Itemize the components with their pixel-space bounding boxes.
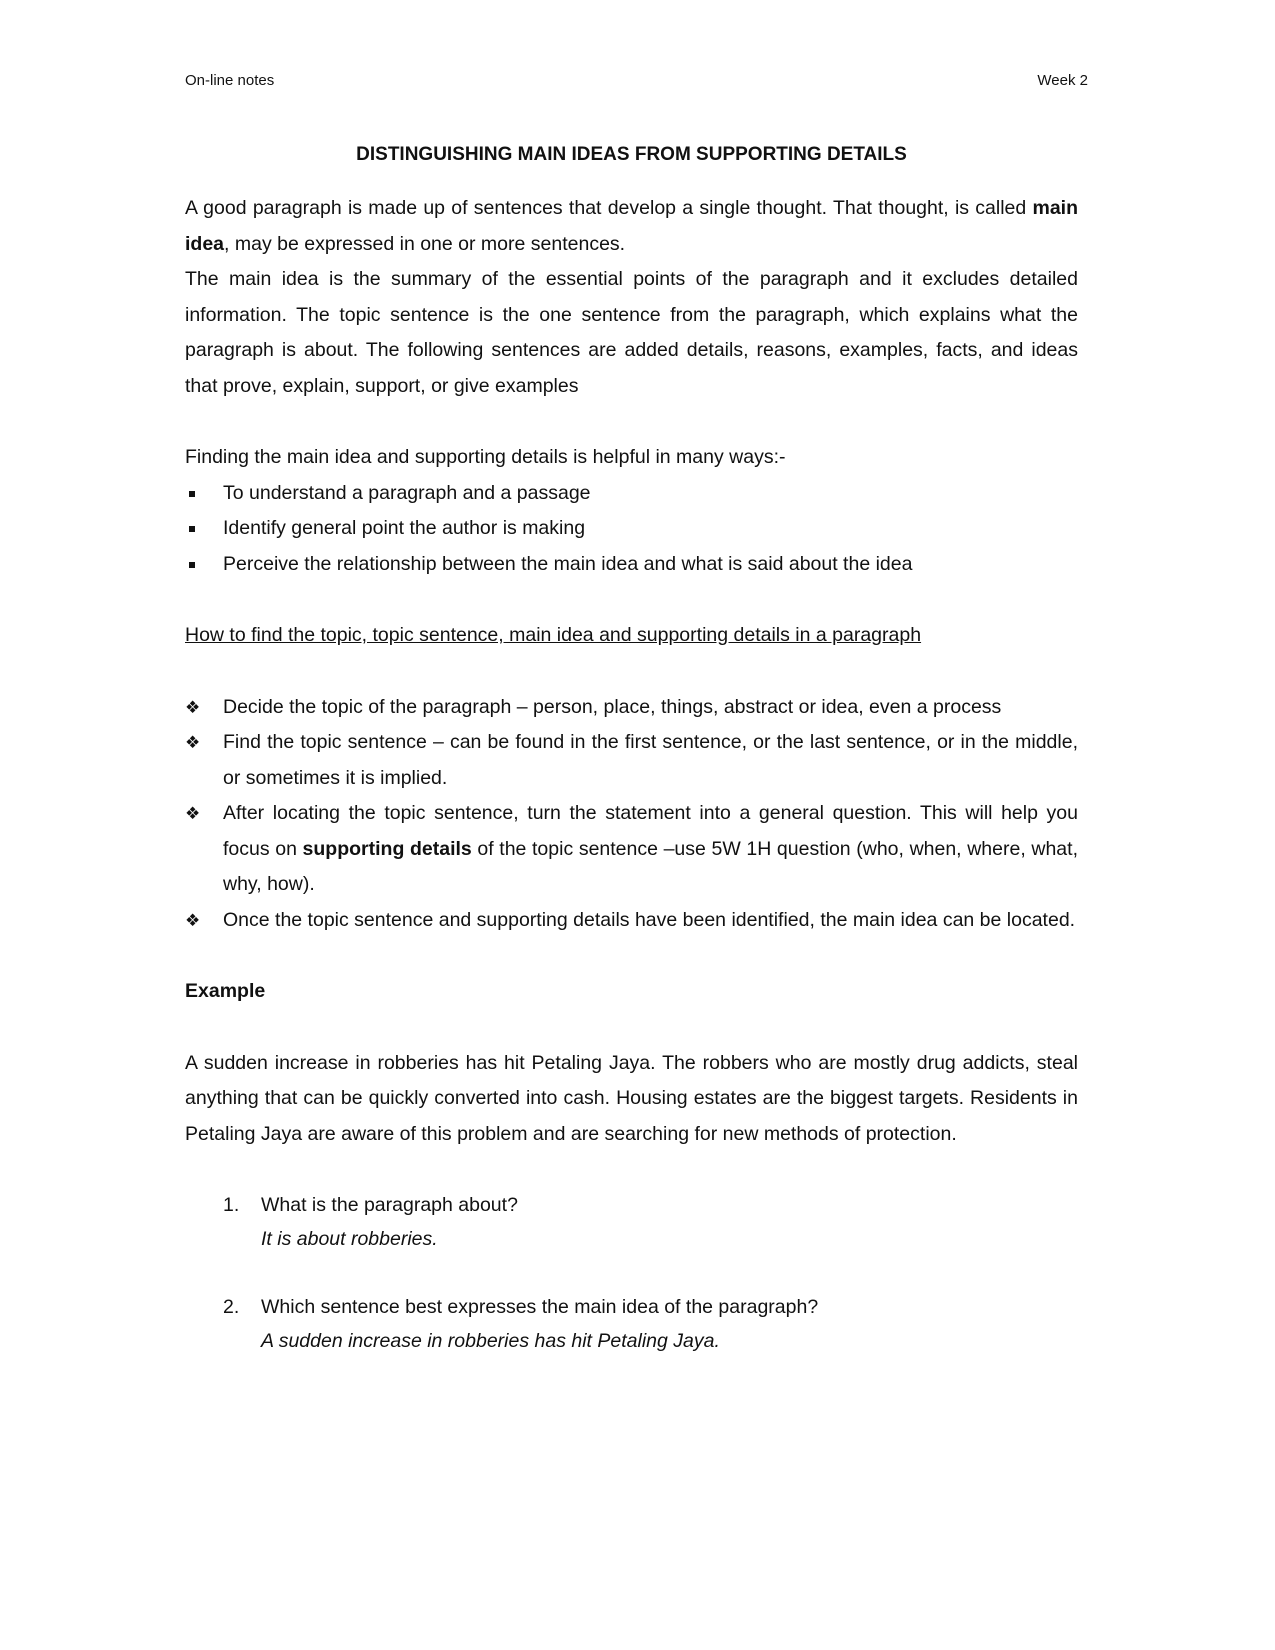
list-item: ❖ Decide the topic of the paragraph – person, place, things, abstract or idea, even a process	[185, 690, 1078, 726]
list-item: ❖ Find the topic sentence – can be found in the first sentence, or the last sentence, or in the middle, or sometimes it is implied.	[185, 725, 1078, 796]
square-bullet-icon	[189, 526, 195, 532]
square-bullet-icon	[189, 562, 195, 568]
question-number: 1.	[223, 1194, 240, 1216]
question-text: Which sentence best expresses the main idea of the paragraph?	[261, 1296, 819, 1318]
example-passage: A sudden increase in robberies has hit Petaling Jaya. The robbers who are mostly drug addicts, steal anything that can be quickly converted into cash. Housing estates are the biggest targets. Residents in Petaling Jaya are aware of this problem and are searching for new methods of protection.	[185, 1051, 1078, 1145]
main-idea-term: main idea	[185, 197, 1078, 255]
header-left: On-line notes	[185, 72, 275, 89]
question-item	[185, 1290, 1078, 1358]
diamond-bullet-icon: ❖	[185, 733, 201, 752]
intro-paragraph-2: The main idea is the summary of the essential points of the paragraph and it excludes detailed information. The topic sentence is the one sentence from the paragraph, which explains what the paragraph is about. The following sentences are added details, reasons, examples, facts, and ideas that prove, explain, support, or give examples	[185, 268, 1078, 397]
answer-text: A sudden increase in robberies has hit Petaling Jaya.	[261, 1330, 720, 1352]
answer-text: It is about robberies.	[261, 1228, 438, 1250]
howto-heading: How to find the topic, topic sentence, main idea and supporting details in a paragraph	[185, 624, 922, 646]
header-right: Week 2	[1037, 72, 1088, 89]
diamond-bullet-icon: ❖	[185, 804, 201, 823]
howto-steps	[185, 690, 1078, 939]
question-number: 2.	[223, 1296, 240, 1318]
list-item: Identify general point the author is making	[185, 511, 1078, 547]
helpful-list	[185, 476, 1078, 583]
example-heading: Example	[185, 980, 266, 1002]
question-text: What is the paragraph about?	[261, 1194, 518, 1216]
document-body	[185, 143, 1078, 1358]
diamond-bullet-icon: ❖	[185, 697, 201, 717]
intro-paragraph-1: A good paragraph is made up of sentences that develop a single thought. That thought, is called main idea, may be expressed in one or more sentences.	[185, 197, 1078, 255]
list-item: ❖ Once the topic sentence and supporting details have been identified, the main idea can be located.	[185, 903, 1078, 939]
list-item: Perceive the relationship between the main idea and what is said about the idea	[185, 547, 1078, 583]
page-title: DISTINGUISHING MAIN IDEAS FROM SUPPORTING DETAILS	[356, 144, 907, 165]
list-item: To understand a paragraph and a passage	[185, 476, 1078, 512]
list-item: ❖ After locating the topic sentence, turn the statement into a general question. This will help you focus on supporting details of the topic sentence –use 5W 1H question (who, when, where, what, why, how).	[185, 796, 1078, 903]
diamond-bullet-icon: ❖	[185, 910, 201, 930]
question-item	[185, 1188, 1078, 1256]
square-bullet-icon	[189, 491, 195, 497]
helpful-lead: Finding the main idea and supporting details is helpful in many ways:-	[185, 446, 786, 468]
supporting-details-term: supporting details	[302, 837, 472, 860]
